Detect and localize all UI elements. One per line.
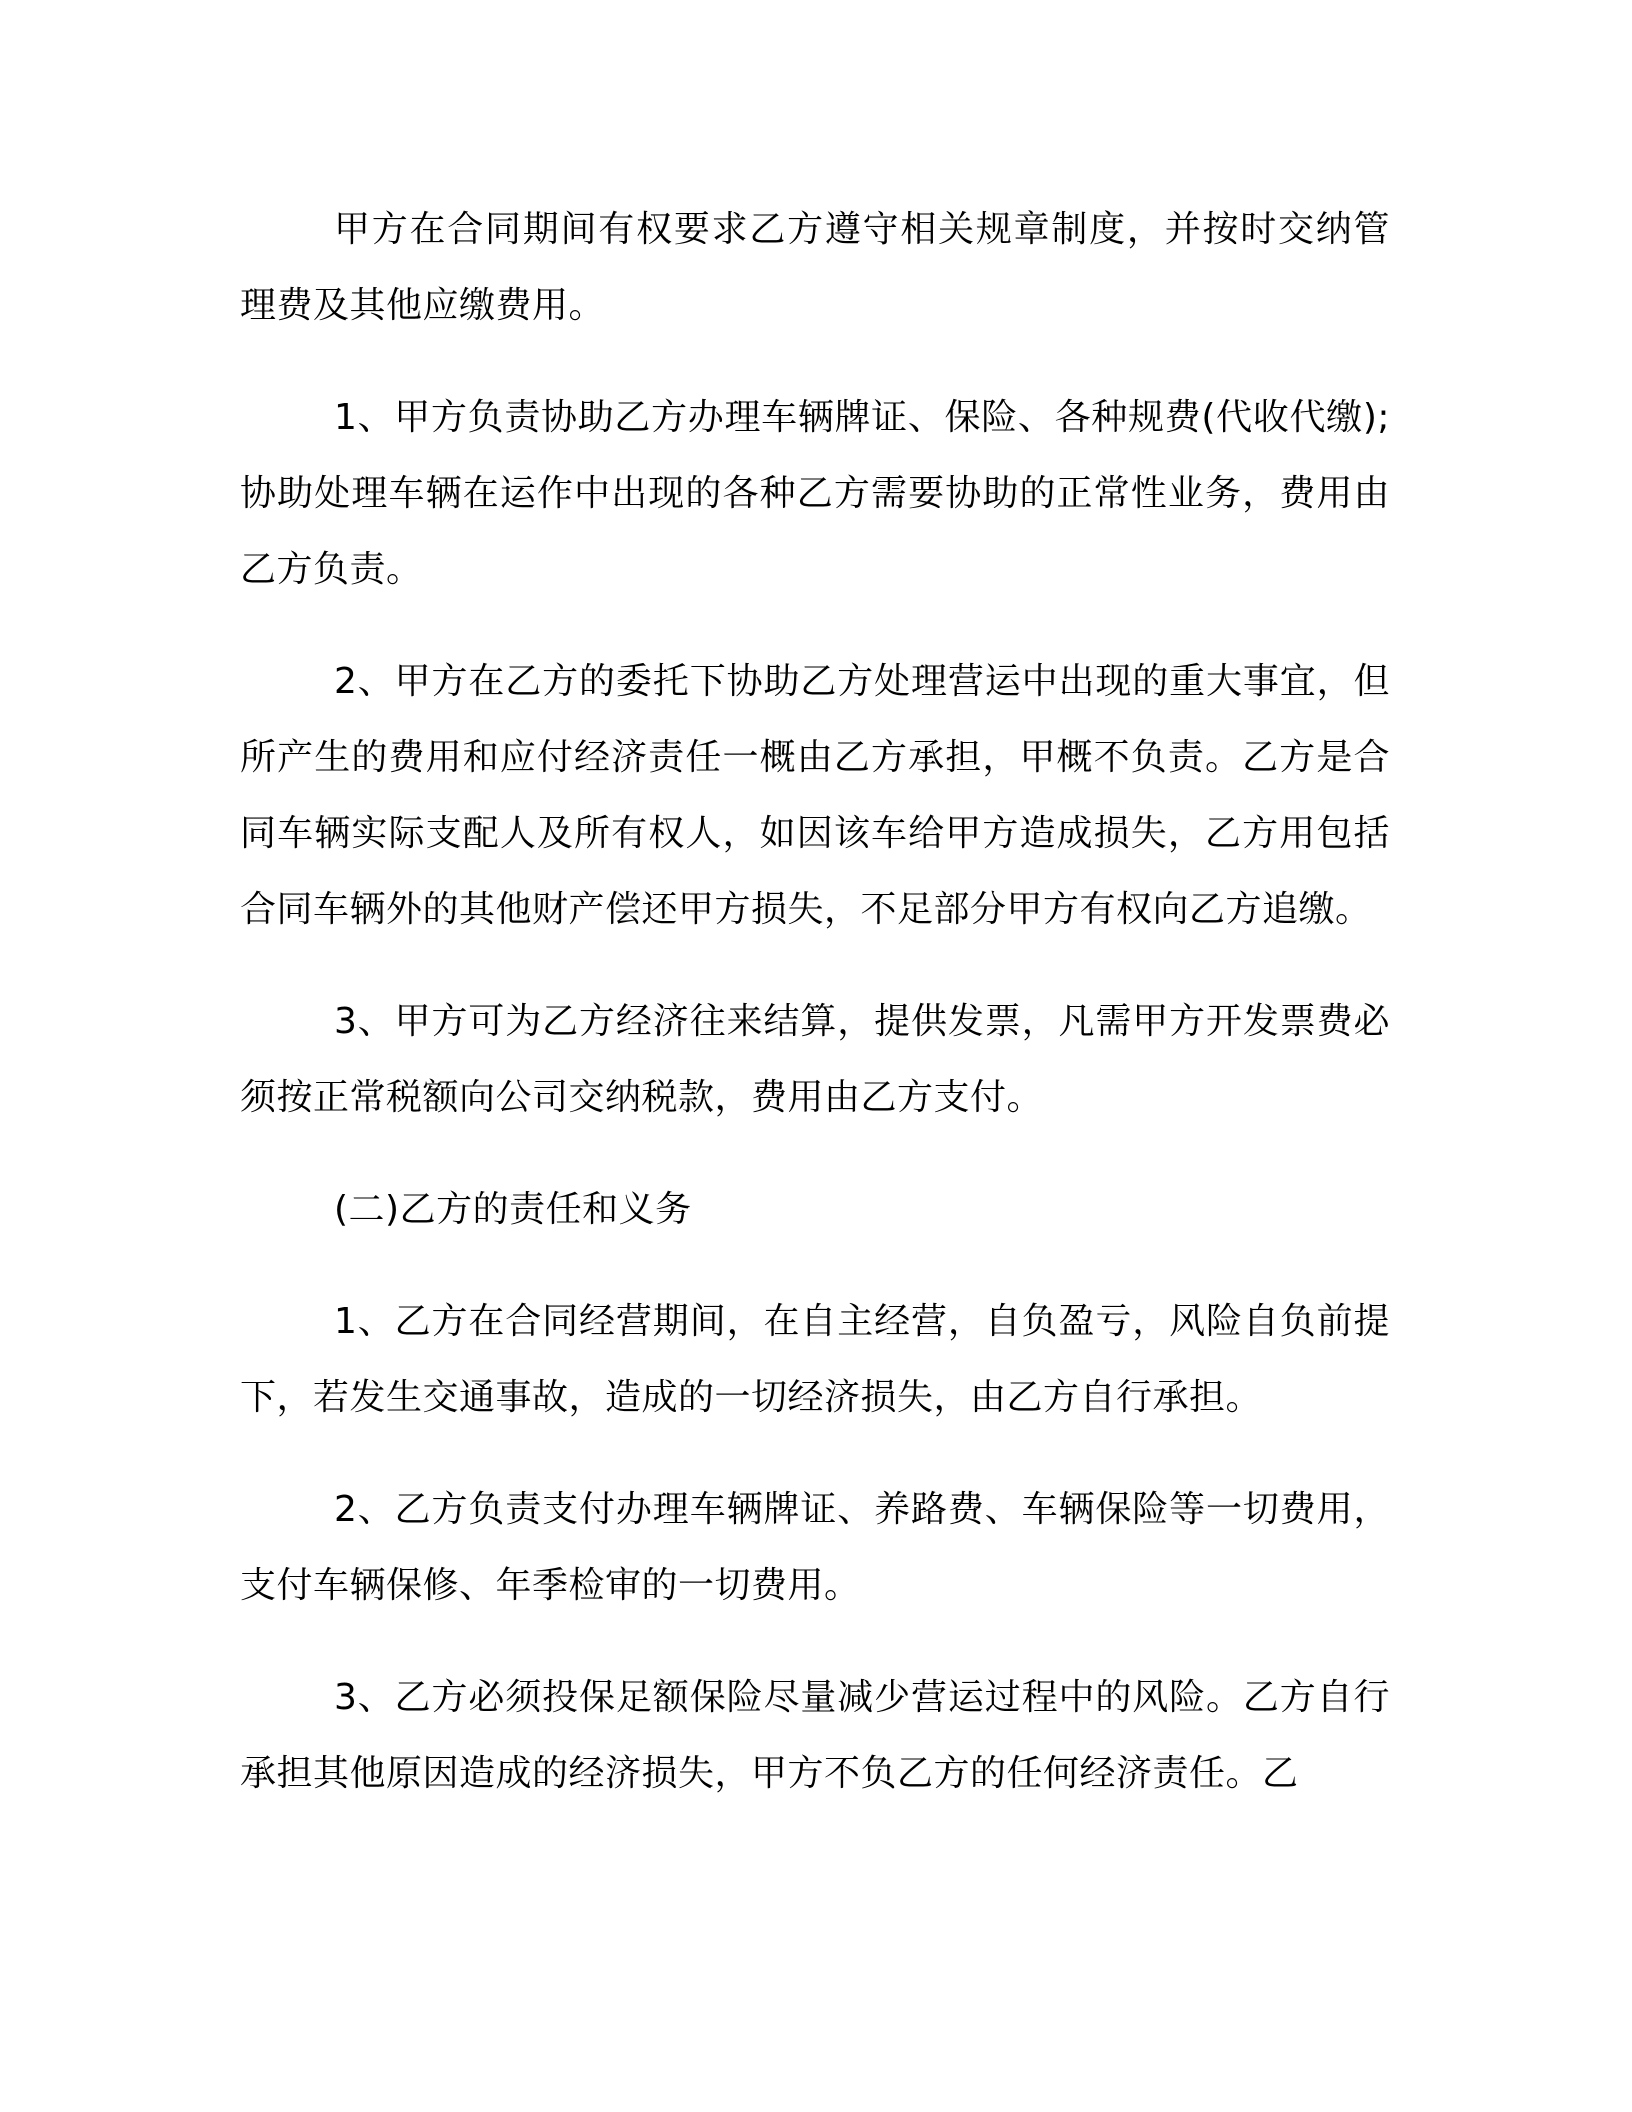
paragraph-party-a-rights: 甲方在合同期间有权要求乙方遵守相关规章制度，并按时交纳管理费及其他应缴费用。 xyxy=(240,209,1390,326)
section-heading-party-b: (二)乙方的责任和义务 xyxy=(334,1189,692,1230)
paragraph-party-b-item-1: 1、乙方在合同经营期间，在自主经营，自负盈亏，风险自负前提下，若发生交通事故，造成的一切经济损失，由乙方自行承担。 xyxy=(240,1301,1390,1418)
paragraph-party-b-item-3: 3、乙方必须投保足额保险尽量减少营运过程中的风险。乙方自行承担其他原因造成的经济损失，甲方不负乙方的任何经济责任。乙 xyxy=(240,1677,1390,1794)
paragraph-party-b-item-2: 2、乙方负责支付办理车辆牌证、养路费、车辆保险等一切费用，支付车辆保修、年季检审的一切费用。 xyxy=(240,1489,1390,1606)
paragraph-party-a-item-2: 2、甲方在乙方的委托下协助乙方处理营运中出现的重大事宜，但所产生的费用和应付经济责任一概由乙方承担，甲概不负责。乙方是合同车辆实际支配人及所有权人，如因该车给甲方造成损失，乙方用包括合同车辆外的其他财产偿还甲方损失，不足部分甲方有权向乙方追缴。 xyxy=(240,661,1390,930)
paragraph-party-a-item-1: 1、甲方负责协助乙方办理车辆牌证、保险、各种规费(代收代缴);协助处理车辆在运作中出现的各种乙方需要协助的正常性业务，费用由乙方负责。 xyxy=(240,397,1390,590)
paragraph-party-a-item-3: 3、甲方可为乙方经济往来结算，提供发票，凡需甲方开发票费必须按正常税额向公司交纳税款，费用由乙方支付。 xyxy=(240,1001,1390,1118)
document-body xyxy=(240,192,1390,1848)
